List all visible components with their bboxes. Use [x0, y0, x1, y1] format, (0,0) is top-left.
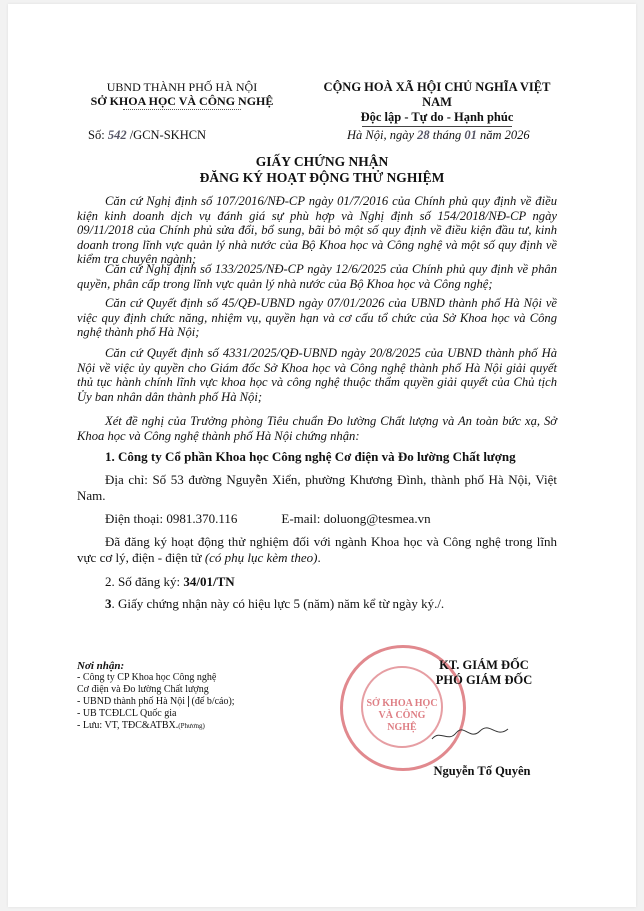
agency-underline — [123, 109, 241, 110]
recipient-4 — [77, 720, 327, 732]
scope-annex-note: (có phụ lục kèm theo) — [204, 550, 318, 565]
reg-number-label: 2. Số đăng ký: — [105, 574, 184, 589]
agency-line-1: UBND THÀNH PHỐ HÀ NỘI — [106, 80, 258, 94]
signature-line-2: PHÓ GIÁM ĐỐC — [435, 673, 533, 687]
preamble-4: Căn cứ Quyết định số 4331/2025/QĐ-UBND ngày 20/8/2025 của UBND thành phố Hà Nội về việc ủy quyền cho Giám đốc Sở Khoa học và Công nghệ thành phố Hà Nội giải quyết thủ tục hành chính lĩnh vực khoa học và công nghệ thuộc thẩm quyền giải quyết của Chủ tịch Ủy ban nhân dân thành phố Hà Nội; — [77, 346, 557, 404]
handwritten-signature — [430, 725, 510, 745]
reference-number — [88, 128, 206, 143]
company-email: E-mail: doluong@tesmea.vn — [281, 511, 431, 526]
nation-line-2: Độc lập - Tự do - Hạnh phúc — [360, 110, 514, 124]
recipient-4-text: - Lưu: VT, TĐC&ATBX. — [77, 720, 179, 731]
date-month-label: tháng — [429, 128, 465, 142]
recipient-note: (để b/cáo); — [188, 696, 235, 707]
recipient-initial: (Phương) — [178, 722, 205, 730]
signature-line-1: KT. GIÁM ĐỐC — [439, 658, 529, 672]
recipient-1: - Công ty CP Khoa học Công nghệ — [77, 672, 217, 683]
document-title: GIẤY CHỨNG NHẬN — [255, 154, 389, 169]
contact-line — [77, 512, 557, 527]
ref-prefix: Số: — [88, 128, 108, 142]
issue-date — [347, 128, 530, 143]
scope-end: . — [317, 550, 321, 565]
date-day: 28 — [417, 128, 430, 142]
recipient-3: - UB TCĐLCL Quốc gia — [77, 708, 177, 719]
ref-number: 542 — [107, 128, 127, 142]
preamble-2: Căn cứ Nghị định số 133/2025/NĐ-CP ngày 12/6/2025 của Chính phủ quy định về phân quyền, phân cấp trong lĩnh vực quản lý nhà nước của Bộ Khoa học và Công nghệ; — [77, 262, 557, 291]
company-name: 1. Công ty Cổ phần Khoa học Công nghệ Cơ điện và Đo lường Chất lượng — [105, 449, 516, 464]
ref-suffix: /GCN-SKHCN — [126, 128, 207, 142]
signature-title — [404, 658, 564, 688]
seal-text: SỞ KHOA HỌC VÀ CÔNG NGHỆ — [366, 698, 438, 733]
validity-label: 3 — [105, 596, 112, 611]
motto-underline — [362, 126, 512, 127]
national-motto — [317, 80, 557, 127]
recipient-1-cont: Cơ điện và Đo lường Chất lượng — [77, 684, 209, 695]
preamble-1: Căn cứ Nghị định số 107/2016/NĐ-CP ngày 01/7/2016 của Chính phủ quy định về điều kiện kinh doanh dịch vụ đánh giá sự phù hợp và Nghị định số 154/2018/NĐ-CP ngày 09/11/2018 của Chính phủ sửa đổi, bổ sung, bãi bỏ một số quy định về điều kiện đầu tư, kinh doanh trong lĩnh vực quản lý nhà nước của Bộ Khoa học và Công nghệ và một số quy định về kiểm tra chuyên ngành; — [77, 194, 557, 266]
reg-number-value: 34/01/TN — [183, 574, 235, 589]
date-place: Hà Nội, ngày — [347, 128, 418, 142]
registration-number — [77, 575, 557, 590]
company-phone: Điện thoại: 0981.370.116 — [105, 511, 238, 526]
validity-clause — [77, 597, 557, 612]
validity-text: . Giấy chứng nhận này có hiệu lực 5 (năm) năm kể từ ngày ký./. — [111, 596, 445, 611]
document-subtitle: ĐĂNG KÝ HOẠT ĐỘNG THỬ NGHIỆM — [199, 170, 445, 185]
issuing-agency — [82, 80, 282, 110]
signer-name: Nguyễn Tố Quyên — [433, 764, 531, 778]
recipient-2 — [77, 696, 327, 708]
recipients-title: Nơi nhận: — [77, 660, 125, 672]
recipients-block — [77, 660, 327, 732]
company-address: Địa chỉ: Số 53 đường Nguyễn Xiển, phường Khương Đình, thành phố Hà Nội, Việt Nam. — [77, 472, 557, 503]
preamble-5: Xét đề nghị của Trưởng phòng Tiêu chuẩn Đo lường Chất lượng và An toàn bức xạ, Sở Khoa học và Công nghệ thành phố Hà Nội chứng nhận: — [77, 414, 557, 443]
scope-text: Đã đăng ký hoạt động thử nghiệm đối với ngành Khoa học và Công nghệ trong lĩnh vực cơ lý, điện - điện tử — [77, 534, 557, 565]
registration-scope — [77, 534, 557, 566]
nation-line-1: CỘNG HOÀ XÃ HỘI CHỦ NGHĨA VIỆT NAM — [323, 80, 551, 109]
date-year: năm 2026 — [476, 128, 530, 142]
date-month: 01 — [464, 128, 477, 142]
preamble-3: Căn cứ Quyết định số 45/QĐ-UBND ngày 07/01/2026 của UBND thành phố Hà Nội về việc quy định chức năng, nhiệm vụ, quyền hạn và cơ cấu tổ chức của Sở Khoa học và Công nghệ thành phố Hà Nội; — [77, 296, 557, 339]
recipient-2-text: - UBND thành phố Hà Nội — [77, 696, 186, 707]
agency-line-2: SỞ KHOA HỌC VÀ CÔNG NGHỆ — [90, 94, 274, 108]
